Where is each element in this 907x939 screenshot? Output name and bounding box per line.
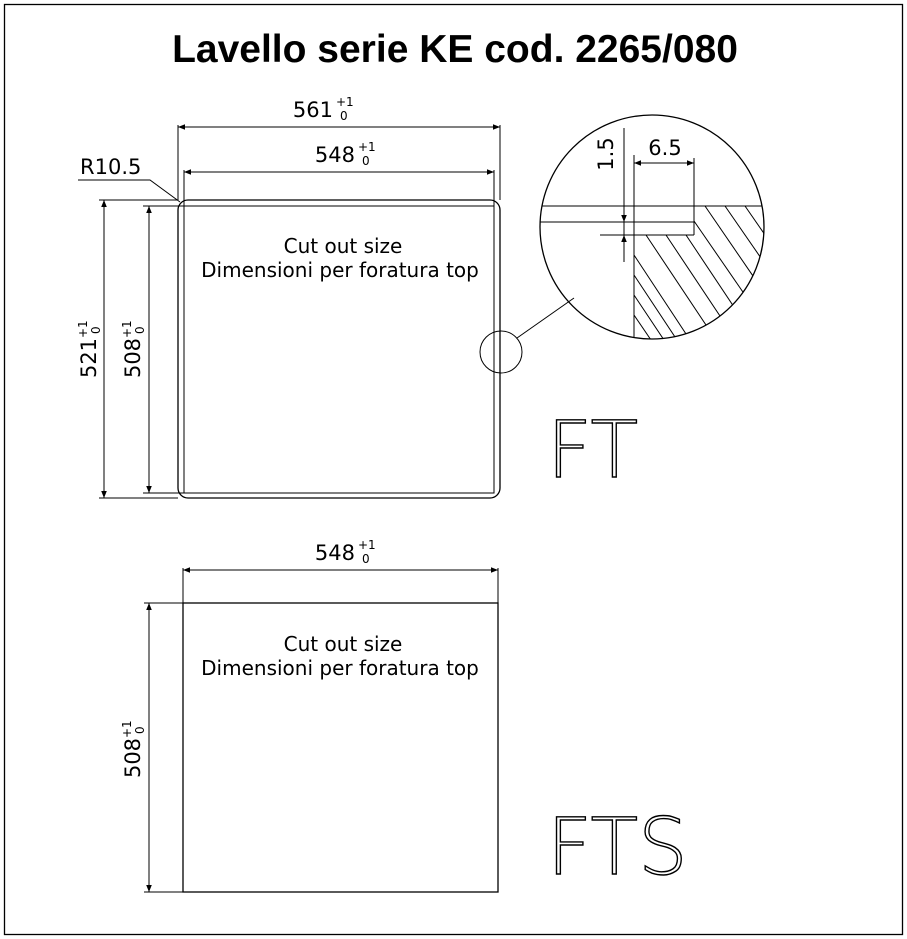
ft-radius-leader [78, 180, 180, 202]
ft-inner-height-tol-minus: 0 [133, 326, 147, 334]
ft-outer-width-tol-minus: 0 [340, 109, 348, 123]
detail-sink-flange [530, 206, 694, 222]
fts-height-tol-plus: +1 [120, 720, 134, 738]
detail-reference-circle [480, 331, 522, 373]
ft-cutout-note-en: Cut out size [283, 234, 403, 258]
ft-view [76, 95, 638, 498]
fts-cutout-note-en: Cut out size [283, 632, 403, 656]
detail-width-label: 6.5 [648, 136, 682, 160]
ft-outer-height-label: 521 [77, 337, 101, 379]
fts-view [120, 538, 688, 893]
fts-cutout-note-it: Dimensioni per foratura top [201, 656, 479, 680]
ft-inner-width-tol-plus: +1 [358, 140, 376, 154]
ft-inner-width-tol-minus: 0 [362, 154, 370, 168]
sheet-frame [5, 5, 903, 935]
fts-width-tol-plus: +1 [358, 538, 376, 552]
ft-cutout-note-it: Dimensioni per foratura top [201, 258, 479, 282]
fts-model-label: FTS [547, 803, 688, 893]
fts-width-tol-minus: 0 [362, 552, 370, 566]
ft-radius-label: R10.5 [80, 155, 142, 179]
ft-inner-height-tol-plus: +1 [120, 320, 134, 338]
ft-model-label: FT [547, 406, 639, 496]
detail-leader [517, 298, 574, 338]
ft-outer-height-tol-plus: +1 [76, 320, 90, 338]
ft-outer-width-tol-plus: +1 [336, 95, 354, 109]
ft-inner-width-label: 548 [314, 143, 355, 167]
detail-depth-label: 1.5 [594, 137, 618, 171]
ft-outer-height-tol-minus: 0 [89, 326, 103, 334]
drawing-title: Lavello serie KE cod. 2265/080 [172, 28, 738, 71]
fts-width-label: 548 [314, 541, 355, 565]
fts-height-tol-minus: 0 [133, 726, 147, 734]
ft-outer-width-label: 561 [292, 98, 333, 122]
detail-view [530, 115, 790, 340]
fts-height-label: 508 [121, 737, 145, 779]
ft-inner-height-label: 508 [121, 337, 145, 379]
